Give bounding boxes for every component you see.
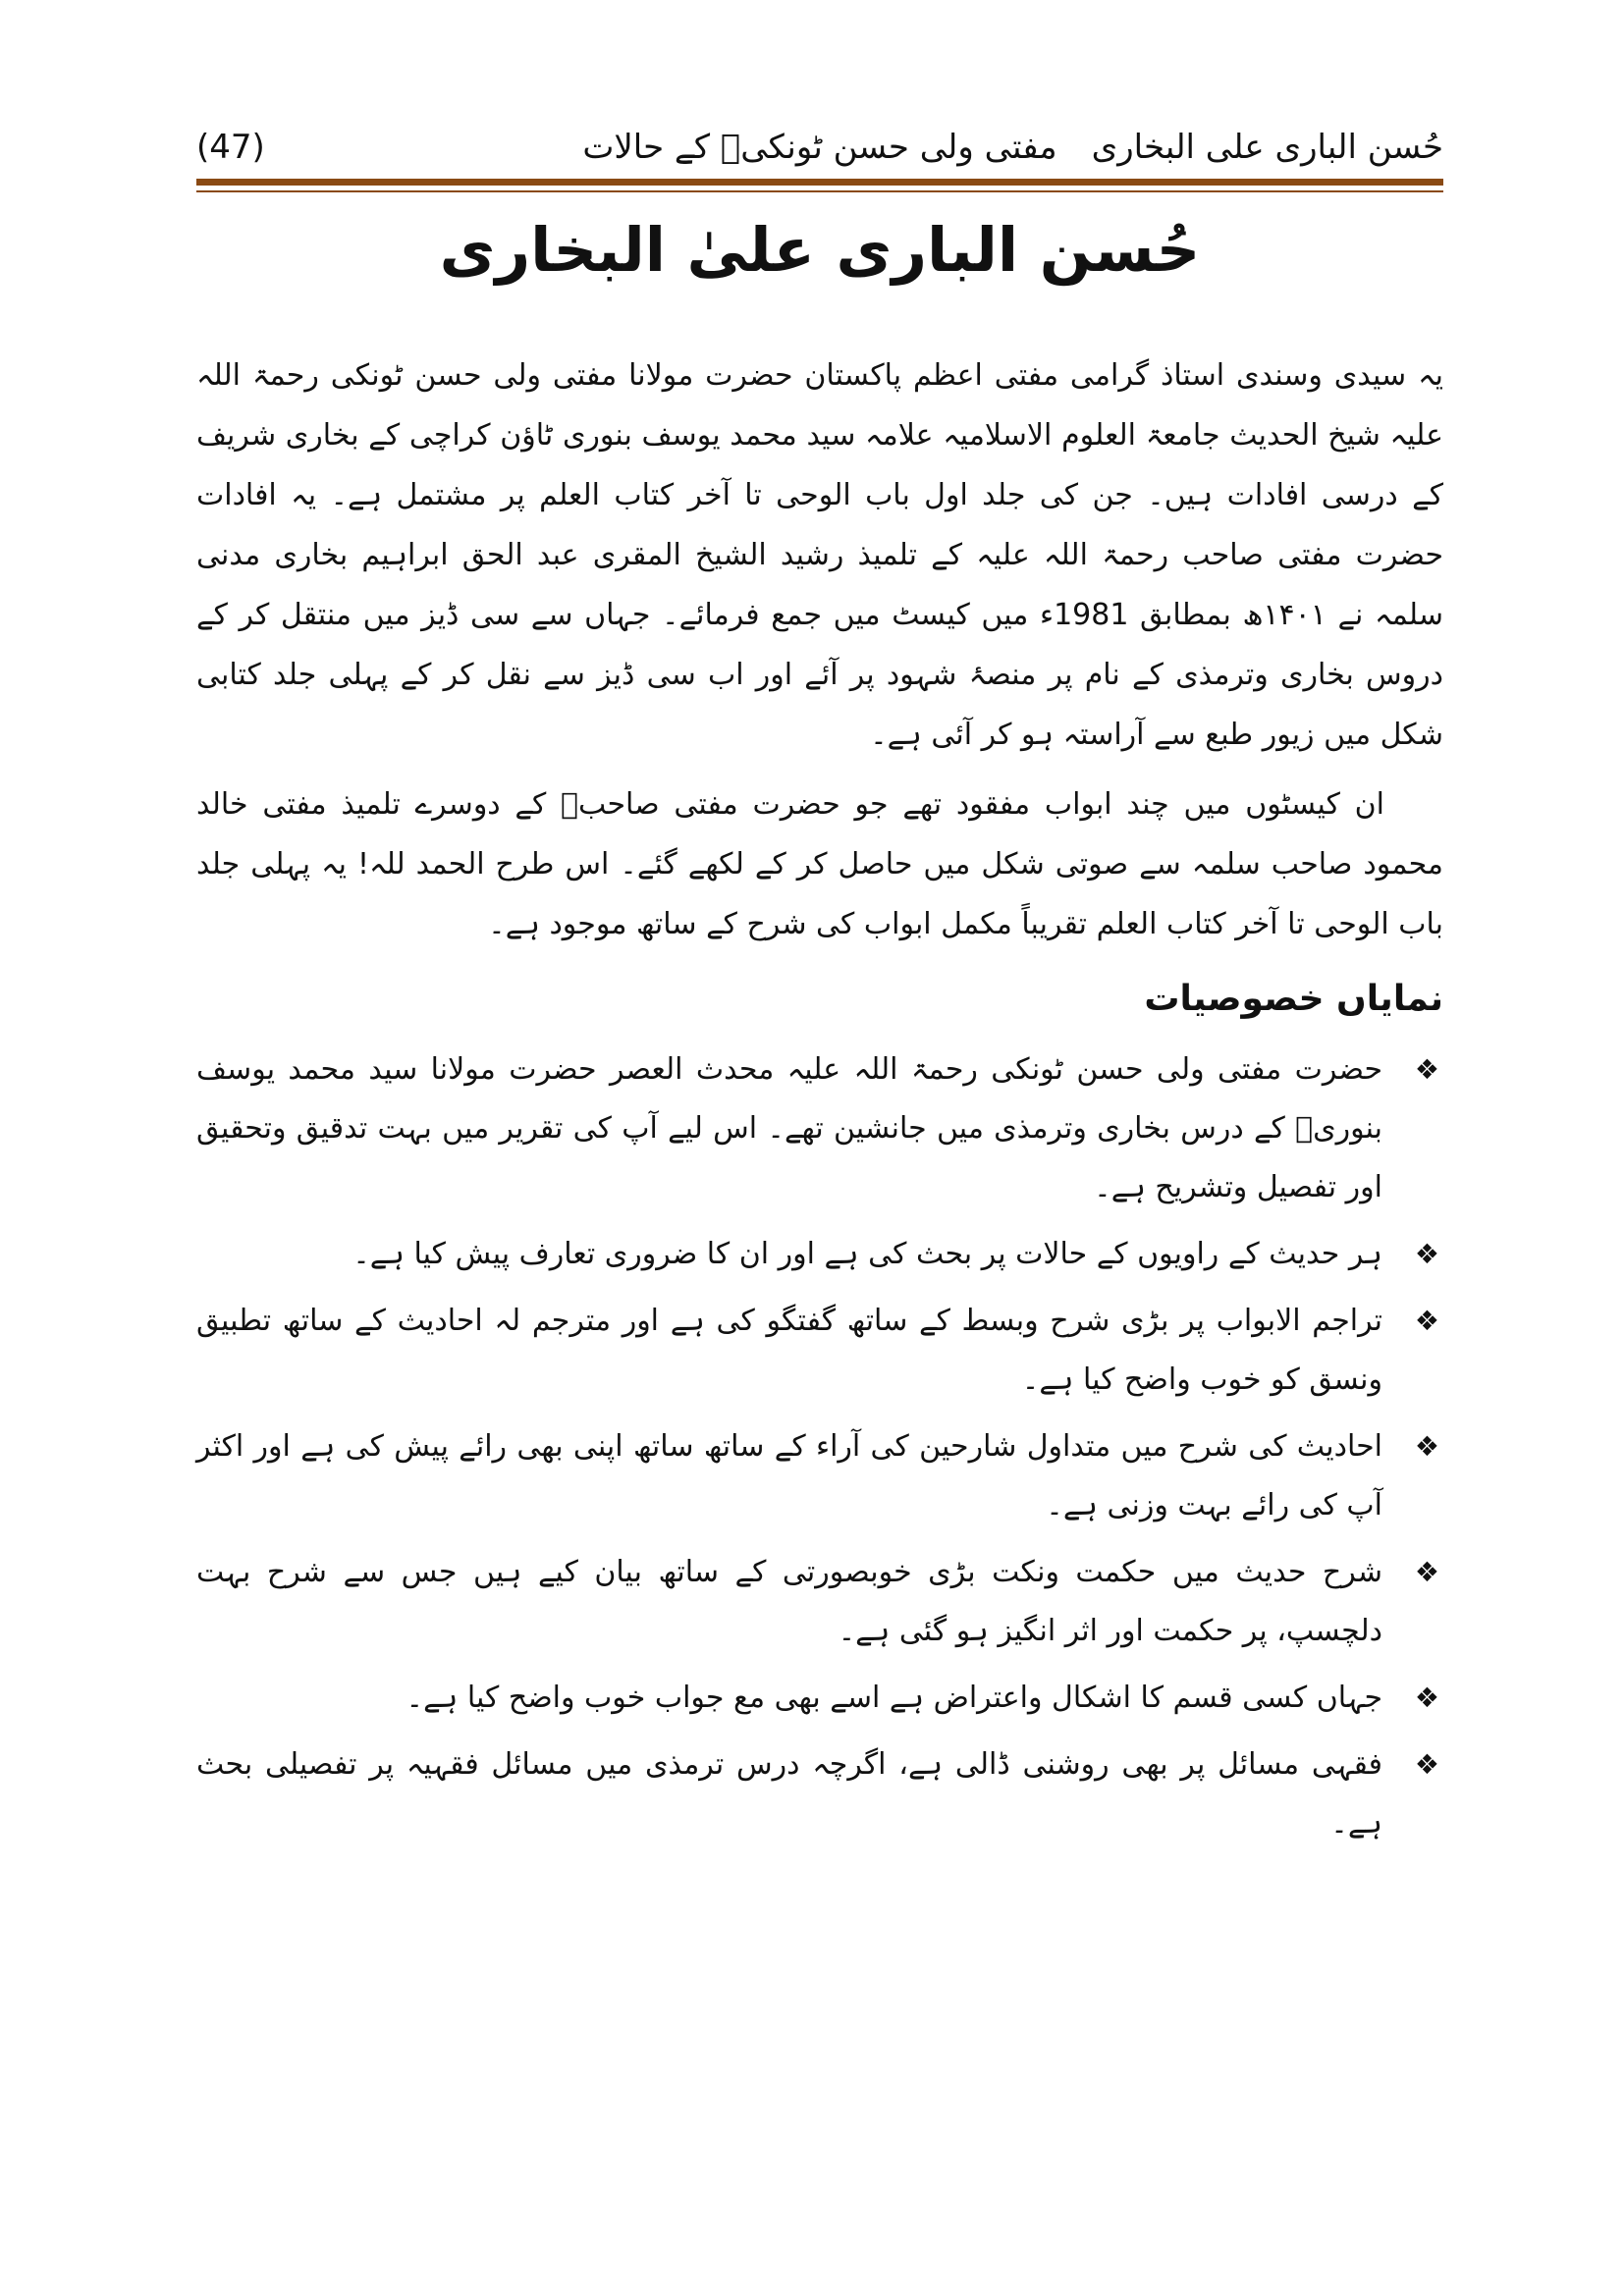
page-title: حُسن الباری علیٰ البخاری	[439, 214, 1201, 286]
diamond-dots-icon: ❖	[1414, 1556, 1439, 1588]
running-header-chapter-title: مفتی ولی حسن ٹونکیؒ کے حالات	[582, 128, 1057, 167]
diamond-dots-icon: ❖	[1414, 1748, 1439, 1781]
feature-text: ہر حدیث کے راویوں کے حالات پر بحث کی ہے اور ان کا ضروری تعارف پیش کیا ہے۔	[352, 1237, 1382, 1271]
diamond-dots-icon: ❖	[1414, 1238, 1439, 1270]
list-item	[196, 1669, 1443, 1728]
feature-text: فقہی مسائل پر بھی روشنی ڈالی ہے، اگرچہ درس ترمذی میں مسائل فقہیہ پر تفصیلی بحث ہے۔	[196, 1747, 1382, 1841]
feature-text: جہاں کسی قسم کا اشکال واعتراض ہے اسے بھی مع جواب خوب واضح کیا ہے۔	[406, 1681, 1382, 1715]
list-item	[196, 1543, 1443, 1661]
feature-text: تراجم الابواب پر بڑی شرح وبسط کے ساتھ گفتگو کی ہے اور مترجم لہ احادیث کے ساتھ تطبیق ونسق کو خوب واضح کیا ہے۔	[196, 1304, 1382, 1397]
diamond-dots-icon: ❖	[1414, 1305, 1439, 1337]
list-item	[196, 1417, 1443, 1535]
feature-text: حضرت مفتی ولی حسن ٹونکی رحمۃ اللہ علیہ محدث العصر حضرت مولانا سید محمد یوسف بنوریؒ کے درس بخاری وترمذی میں جانشین تھے۔ اس لیے آپ کی تقریر میں بہت تدقیق وتحقیق اور تفصیل وتشریح ہے۔	[196, 1052, 1382, 1204]
features-list	[196, 1041, 1443, 1853]
running-header	[196, 120, 1443, 175]
intro-paragraph-1: یہ سیدی وسندی استاذ گرامی مفتی اعظم پاکستان حضرت مولانا مفتی ولی حسن ٹونکی رحمۃ اللہ علیہ شیخ الحدیث جامعۃ العلوم الاسلامیہ علامہ سید محمد یوسف بنوری ٹاؤن کراچی کے بخاری شریف کے درسی افادات ہیں۔ جن کی جلد اول باب الوحی تا آخر کتاب العلم پر مشتمل ہے۔ یہ افادات حضرت مفتی صاحب رحمۃ اللہ علیہ کے تلمیذ رشید الشیخ المقری عبد الحق ابراہیم بخاری مدنی سلمہ نے ۱۴۰۱ھ بمطابق 1981ء میں کیسٹ میں جمع فرمائے۔ جہاں سے سی ڈیز میں منتقل کر کے دروس بخاری وترمذی کے نام پر منصۂ شہود پر آئے اور اب سی ڈیز سے نقل کر کے پہلی جلد کتابی شکل میں زیور طبع سے آراستہ ہو کر آئی ہے۔	[196, 358, 1443, 752]
list-item	[196, 1225, 1443, 1284]
list-item	[196, 1292, 1443, 1410]
diamond-dots-icon: ❖	[1414, 1053, 1439, 1086]
page-body	[196, 346, 1443, 1861]
feature-text: شرح حدیث میں حکمت ونکت بڑی خوبصورتی کے ساتھ بیان کیے ہیں جس سے شرح بہت دلچسپ، پر حکمت اور اثر انگیز ہو گئی ہے۔	[196, 1555, 1382, 1648]
list-item	[196, 1735, 1443, 1853]
features-heading: نمایاں خصوصیات	[1144, 979, 1443, 1019]
page-number: (47)	[196, 128, 265, 167]
header-rule-thick	[196, 179, 1443, 186]
running-header-book-title: حُسن الباری علی البخاری	[1091, 128, 1443, 167]
diamond-dots-icon: ❖	[1414, 1430, 1439, 1463]
feature-text: احادیث کی شرح میں متداول شارحین کی آراء کے ساتھ ساتھ اپنی بھی رائے پیش کی ہے اور اکثر آپ کی رائے بہت وزنی ہے۔	[196, 1429, 1382, 1522]
intro-paragraph-2: ان کیسٹوں میں چند ابواب مفقود تھے جو حضرت مفتی صاحبؒ کے دوسرے تلمیذ مفتی خالد محمود صاحب سلمہ سے صوتی شکل میں حاصل کر کے لکھے گئے۔ اس طرح الحمد للہ! یہ پہلی جلد باب الوحی تا آخر کتاب العلم تقریباً مکمل ابواب کی شرح کے ساتھ موجود ہے۔	[196, 787, 1443, 941]
list-item	[196, 1041, 1443, 1217]
diamond-dots-icon: ❖	[1414, 1682, 1439, 1714]
header-rule-thin	[196, 190, 1443, 192]
